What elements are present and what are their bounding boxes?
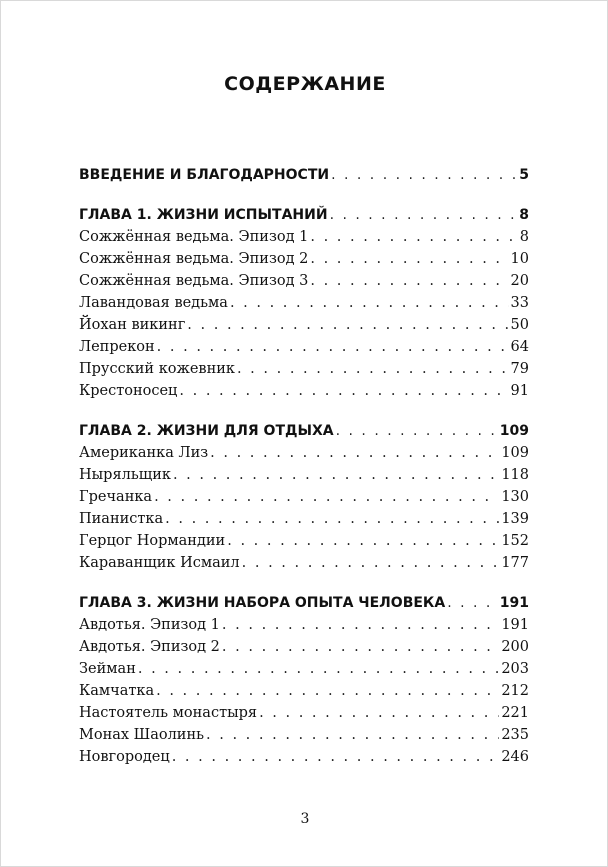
table-of-contents — [79, 164, 529, 768]
toc-entry-page: 8 — [519, 207, 529, 223]
toc-entry-label: Караванщик Исмаил — [79, 555, 240, 571]
toc-entry-label: Пианистка — [79, 511, 164, 527]
toc-section-intro — [79, 164, 529, 186]
toc-entry-page: 109 — [499, 423, 529, 439]
page-title: СОДЕРЖАНИЕ — [224, 73, 386, 95]
toc-chapter-heading[interactable] — [79, 420, 529, 442]
toc-entry-page: 20 — [510, 273, 529, 289]
toc-entry-label: Сожжённая ведьма. Эпизод 2 — [79, 251, 309, 267]
toc-entry-page: 203 — [501, 661, 529, 677]
dot-leader — [227, 530, 499, 552]
dot-leader — [331, 164, 517, 186]
toc-entry-label: Йохан викинг — [79, 317, 186, 333]
toc-entry-page: 130 — [501, 489, 529, 505]
toc-entry-label: Сожжённая ведьма. Эпизод 1 — [79, 229, 309, 245]
toc-entry-label: Настоятель монастыря — [79, 705, 258, 721]
toc-entry-label: Зейман — [79, 661, 136, 677]
dot-leader — [330, 204, 518, 226]
dot-leader — [172, 746, 500, 768]
dot-leader — [179, 380, 508, 402]
toc-entry-label: Авдотья. Эпизод 1 — [79, 617, 220, 633]
toc-entry-page: 5 — [519, 167, 529, 183]
dot-leader — [154, 486, 499, 508]
toc-entry-label: ГЛАВА 1. ЖИЗНИ ИСПЫТАНИЙ — [79, 207, 328, 223]
toc-entry[interactable] — [79, 380, 529, 402]
toc-entry[interactable] — [79, 358, 529, 380]
toc-entry-page: 221 — [501, 705, 529, 721]
toc-entry-label: Сожжённая ведьма. Эпизод 3 — [79, 273, 309, 289]
toc-entry[interactable] — [79, 552, 529, 574]
toc-entry[interactable] — [79, 636, 529, 658]
toc-entry-label: Лепрекон — [79, 339, 155, 355]
dot-leader — [447, 592, 498, 614]
toc-entry[interactable] — [79, 746, 529, 768]
toc-entry[interactable] — [79, 226, 529, 248]
toc-entry-label: ГЛАВА 3. ЖИЗНИ НАБОРА ОПЫТА ЧЕЛОВЕКА — [79, 595, 446, 611]
dot-leader — [230, 292, 509, 314]
dot-leader — [156, 680, 499, 702]
dot-leader — [138, 658, 499, 680]
dot-leader — [310, 226, 517, 248]
toc-entry-label: ГЛАВА 2. ЖИЗНИ ДЛЯ ОТДЫХА — [79, 423, 334, 439]
toc-entry-page: 50 — [510, 317, 529, 333]
toc-section-chapter-3 — [79, 592, 529, 768]
dot-leader — [310, 248, 508, 270]
toc-entry-page: 8 — [519, 229, 529, 245]
toc-entry-page: 118 — [501, 467, 529, 483]
toc-entry-page: 79 — [510, 361, 529, 377]
toc-entry-label: Авдотья. Эпизод 2 — [79, 639, 220, 655]
dot-leader — [157, 336, 509, 358]
toc-entry-label: Герцог Нормандии — [79, 533, 226, 549]
toc-entry[interactable] — [79, 292, 529, 314]
dot-leader — [237, 358, 509, 380]
toc-entry-page: 139 — [501, 511, 529, 527]
toc-entry-label: Американка Лиз — [79, 445, 209, 461]
dot-leader — [310, 270, 508, 292]
toc-entry-page: 91 — [510, 383, 529, 399]
toc-entry-label: Прусский кожевник — [79, 361, 235, 377]
toc-section-chapter-1 — [79, 204, 529, 402]
toc-entry[interactable] — [79, 658, 529, 680]
dot-leader — [210, 442, 499, 464]
toc-entry[interactable] — [79, 442, 529, 464]
toc-entry[interactable] — [79, 464, 529, 486]
toc-entry-label: Ныряльщик — [79, 467, 171, 483]
toc-entry[interactable] — [79, 336, 529, 358]
toc-entry-label: Лавандовая ведьма — [79, 295, 228, 311]
dot-leader — [222, 614, 499, 636]
toc-entry[interactable] — [79, 530, 529, 552]
dot-leader — [259, 702, 499, 724]
toc-entry[interactable] — [79, 680, 529, 702]
toc-entry[interactable] — [79, 702, 529, 724]
toc-entry[interactable] — [79, 270, 529, 292]
toc-entry-page: 246 — [501, 749, 529, 765]
toc-entry-intro[interactable] — [79, 164, 529, 186]
toc-entry-label: Крестоносец — [79, 383, 178, 399]
dot-leader — [206, 724, 499, 746]
toc-entry-page: 212 — [501, 683, 529, 699]
toc-section-chapter-2 — [79, 420, 529, 574]
toc-entry[interactable] — [79, 614, 529, 636]
dot-leader — [165, 508, 499, 530]
toc-entry-label: Гречанка — [79, 489, 153, 505]
dot-leader — [173, 464, 499, 486]
toc-entry-page: 177 — [501, 555, 529, 571]
toc-chapter-heading[interactable] — [79, 592, 529, 614]
toc-entry-page: 152 — [501, 533, 529, 549]
toc-entry-page: 64 — [510, 339, 529, 355]
toc-entry[interactable] — [79, 724, 529, 746]
toc-entry-label: Монах Шаолинь — [79, 727, 205, 743]
toc-entry-label: ВВЕДЕНИЕ И БЛАГОДАРНОСТИ — [79, 167, 330, 183]
page-number: 3 — [300, 811, 310, 827]
toc-entry[interactable] — [79, 314, 529, 336]
dot-leader — [222, 636, 499, 658]
toc-chapter-heading[interactable] — [79, 204, 529, 226]
toc-entry-page: 200 — [501, 639, 529, 655]
toc-entry-page: 191 — [501, 617, 529, 633]
toc-entry[interactable] — [79, 508, 529, 530]
dot-leader — [242, 552, 500, 574]
toc-entry-page: 33 — [510, 295, 529, 311]
toc-entry-page: 109 — [501, 445, 529, 461]
toc-entry[interactable] — [79, 248, 529, 270]
toc-entry-page: 191 — [499, 595, 529, 611]
toc-entry[interactable] — [79, 486, 529, 508]
dot-leader — [336, 420, 498, 442]
toc-entry-page: 235 — [501, 727, 529, 743]
toc-entry-page: 10 — [510, 251, 529, 267]
dot-leader — [187, 314, 508, 336]
toc-entry-label: Камчатка — [79, 683, 155, 699]
toc-entry-label: Новгородец — [79, 749, 170, 765]
